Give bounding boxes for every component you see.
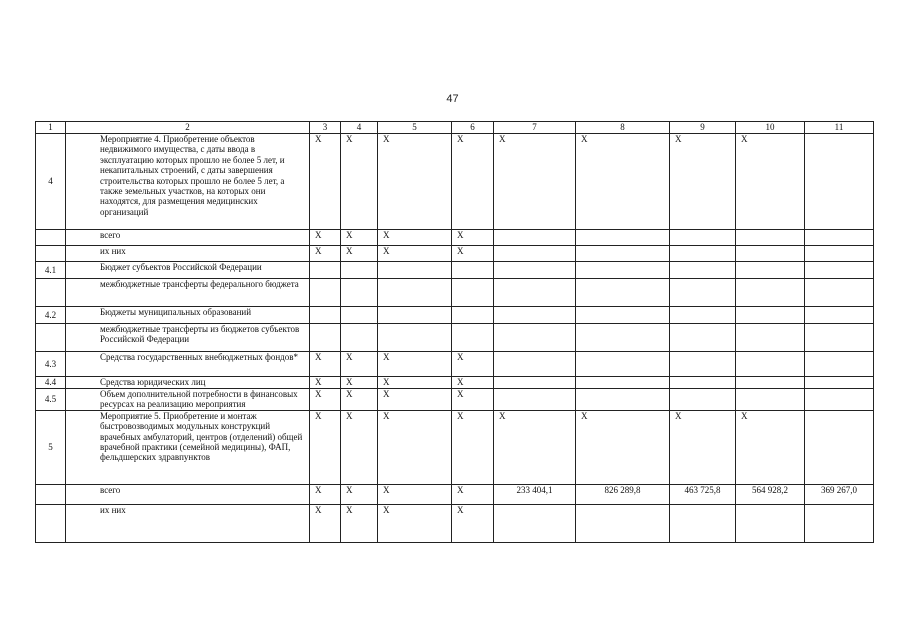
table-cell	[670, 230, 736, 246]
table-cell	[805, 389, 874, 411]
table-cell	[494, 262, 576, 279]
row-number: 4.4	[36, 377, 66, 389]
table-cell: X	[452, 377, 494, 389]
table-cell: X	[378, 389, 452, 411]
table-cell: 826 289,8	[576, 484, 670, 504]
table-cell: 463 725,8	[670, 484, 736, 504]
table-cell: X	[341, 134, 378, 230]
table-cell: 233 404,1	[494, 484, 576, 504]
table-cell	[494, 389, 576, 411]
table-cell: X	[378, 246, 452, 262]
table-cell	[494, 307, 576, 324]
row-number	[36, 324, 66, 352]
table-cell	[310, 307, 341, 324]
table-cell	[736, 246, 805, 262]
table-cell	[341, 279, 378, 307]
row-number	[36, 246, 66, 262]
table-cell	[736, 262, 805, 279]
row-description: Мероприятие 5. Приобретение и монтаж быстровозводимых модульных конструкций врачебных амбулаторий, центров (отделений) общей врачебной практики (семейной медицины), ФАП, фельдшерских здравпунктов	[66, 410, 310, 484]
table-cell: X	[378, 484, 452, 504]
table-cell	[452, 262, 494, 279]
table-cell	[494, 230, 576, 246]
table-cell: X	[378, 134, 452, 230]
header-cell: 2	[66, 122, 310, 134]
table-cell	[576, 279, 670, 307]
table-cell: X	[378, 230, 452, 246]
table-cell	[576, 307, 670, 324]
table-cell	[452, 324, 494, 352]
table-cell: X	[576, 134, 670, 230]
header-cell: 1	[36, 122, 66, 134]
table-cell	[576, 389, 670, 411]
row-description: их них	[66, 504, 310, 542]
table-row	[36, 410, 874, 484]
table-cell: X	[341, 389, 378, 411]
row-description: всего	[66, 484, 310, 504]
table-row	[36, 389, 874, 411]
table-cell: 369 267,0	[805, 484, 874, 504]
table-cell: X	[341, 410, 378, 484]
table-cell: X	[576, 410, 670, 484]
row-description: Бюджеты муниципальных образований	[66, 307, 310, 324]
table-cell: X	[341, 484, 378, 504]
table-cell	[341, 307, 378, 324]
table-cell	[805, 504, 874, 542]
header-cell: 9	[670, 122, 736, 134]
table-cell	[805, 134, 874, 230]
table-cell: X	[341, 377, 378, 389]
row-description: межбюджетные трансферты из бюджетов субъектов Российской Федерации	[66, 324, 310, 352]
row-number	[36, 484, 66, 504]
table-cell	[670, 279, 736, 307]
row-number: 4.5	[36, 389, 66, 411]
row-number: 4	[36, 134, 66, 230]
table-cell	[736, 389, 805, 411]
table-cell	[341, 262, 378, 279]
row-description: Бюджет субъектов Российской Федерации	[66, 262, 310, 279]
table-cell	[576, 377, 670, 389]
table-cell	[670, 377, 736, 389]
table-cell: X	[452, 352, 494, 377]
row-number	[36, 504, 66, 542]
table-cell: X	[736, 410, 805, 484]
table-cell	[805, 230, 874, 246]
table-cell	[378, 279, 452, 307]
table-row	[36, 324, 874, 352]
table-cell	[576, 262, 670, 279]
table-cell: X	[378, 410, 452, 484]
table-cell: X	[670, 410, 736, 484]
table-cell: X	[341, 504, 378, 542]
row-description: Средства юридических лиц	[66, 377, 310, 389]
table-cell	[310, 324, 341, 352]
table-cell	[805, 246, 874, 262]
table-cell	[805, 279, 874, 307]
table-cell	[736, 230, 805, 246]
table-cell	[736, 279, 805, 307]
table-cell	[736, 324, 805, 352]
table-cell: X	[452, 504, 494, 542]
table-cell: X	[310, 134, 341, 230]
table-row	[36, 230, 874, 246]
row-number: 4.1	[36, 262, 66, 279]
table-cell	[805, 410, 874, 484]
header-cell: 7	[494, 122, 576, 134]
table-cell: X	[310, 410, 341, 484]
table-cell: X	[310, 504, 341, 542]
table-cell	[576, 504, 670, 542]
table-cell	[736, 307, 805, 324]
table-cell	[736, 352, 805, 377]
table-cell	[670, 246, 736, 262]
table-cell	[576, 230, 670, 246]
table-cell: X	[670, 134, 736, 230]
table-cell: X	[452, 246, 494, 262]
table-row	[36, 134, 874, 230]
header-cell: 8	[576, 122, 670, 134]
table-cell: X	[310, 352, 341, 377]
table-cell	[805, 377, 874, 389]
table-cell	[576, 246, 670, 262]
row-number	[36, 279, 66, 307]
table-cell	[494, 377, 576, 389]
table-cell	[736, 504, 805, 542]
table-cell: X	[452, 230, 494, 246]
table-cell	[452, 307, 494, 324]
header-cell: 4	[341, 122, 378, 134]
row-description: их них	[66, 246, 310, 262]
header-cell: 10	[736, 122, 805, 134]
table-cell	[341, 324, 378, 352]
table-cell	[378, 324, 452, 352]
table-row	[36, 352, 874, 377]
table-cell: 564 928,2	[736, 484, 805, 504]
header-cell: 11	[805, 122, 874, 134]
row-number: 4.3	[36, 352, 66, 377]
table-row	[36, 262, 874, 279]
table-cell	[576, 352, 670, 377]
header-cell: 6	[452, 122, 494, 134]
table-cell	[378, 307, 452, 324]
table-cell	[494, 246, 576, 262]
header-cell: 5	[378, 122, 452, 134]
table-cell: X	[341, 352, 378, 377]
table-row	[36, 377, 874, 389]
table-row	[36, 484, 874, 504]
table-cell: X	[378, 377, 452, 389]
table-cell	[310, 279, 341, 307]
header-row	[36, 122, 874, 134]
table-cell: X	[378, 352, 452, 377]
table-row	[36, 279, 874, 307]
table-cell	[494, 279, 576, 307]
table-cell: X	[341, 246, 378, 262]
table-cell	[452, 279, 494, 307]
table-cell: X	[378, 504, 452, 542]
table-cell	[670, 389, 736, 411]
table-cell: X	[736, 134, 805, 230]
row-description: Средства государственных внебюджетных фондов*	[66, 352, 310, 377]
row-description: Объем дополнительной потребности в финансовых ресурсах на реализацию мероприятия	[66, 389, 310, 411]
row-description: всего	[66, 230, 310, 246]
table-cell: X	[452, 134, 494, 230]
table-cell	[494, 352, 576, 377]
table-cell	[670, 504, 736, 542]
table-cell: X	[310, 230, 341, 246]
table-cell	[805, 324, 874, 352]
row-description: межбюджетные трансферты федерального бюджета	[66, 279, 310, 307]
table-cell: X	[341, 230, 378, 246]
table-cell: X	[310, 389, 341, 411]
table-cell	[805, 352, 874, 377]
table-row	[36, 307, 874, 324]
table-cell: X	[494, 134, 576, 230]
table-cell: X	[452, 410, 494, 484]
table-cell	[670, 262, 736, 279]
table-cell: X	[452, 389, 494, 411]
table-cell	[805, 307, 874, 324]
page-number: 47	[446, 93, 459, 105]
table-cell	[494, 504, 576, 542]
table-cell: X	[310, 377, 341, 389]
table-cell: X	[452, 484, 494, 504]
row-number: 5	[36, 410, 66, 484]
table-cell	[576, 324, 670, 352]
table-cell	[310, 262, 341, 279]
row-number	[36, 230, 66, 246]
row-number: 4.2	[36, 307, 66, 324]
table-row	[36, 246, 874, 262]
table-cell	[736, 377, 805, 389]
table-cell	[494, 324, 576, 352]
table-cell	[670, 352, 736, 377]
table-cell: X	[310, 484, 341, 504]
table-cell	[670, 324, 736, 352]
table-row	[36, 504, 874, 542]
table-cell: X	[310, 246, 341, 262]
header-cell: 3	[310, 122, 341, 134]
table-cell	[670, 307, 736, 324]
row-description: Мероприятие 4. Приобретение объектов недвижимого имущества, с даты ввода в эксплуатацию которых прошло не более 5 лет, и некапитальных строений, с даты завершения строительства которых прошло не более 5 лет, а также земельных участков, на которых они находятся, для размещения медицинских организаций	[66, 134, 310, 230]
table-cell	[378, 262, 452, 279]
table-cell: X	[494, 410, 576, 484]
table-cell	[805, 262, 874, 279]
data-table	[35, 121, 874, 543]
